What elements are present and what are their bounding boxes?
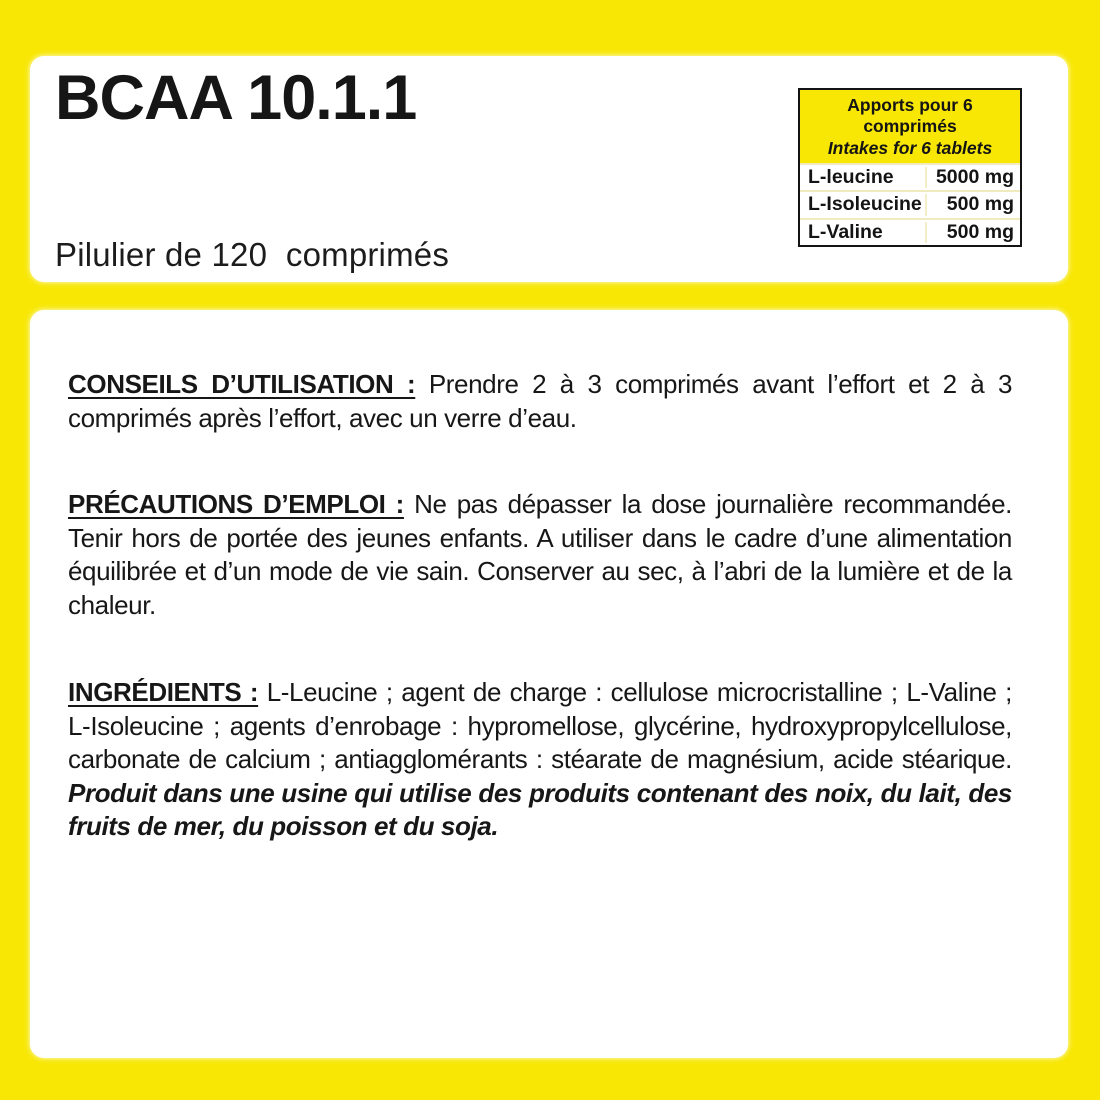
table-row — [800, 190, 1020, 217]
nutrient-value: 5000 mg — [935, 166, 1014, 189]
section-usage — [68, 368, 1012, 435]
nutrition-table-title-en: Intakes for 6 tablets — [827, 137, 993, 158]
product-title: BCAA 10.1.1 — [55, 63, 417, 133]
ingredients-heading: INGRÉDIENTS : — [68, 677, 259, 707]
nutrition-facts-table — [798, 88, 1022, 247]
nutrition-table-title-fr: Apports pour 6 comprimés — [847, 95, 973, 137]
allergen-note: Produit dans une usine qui utilise des produits contenant des noix, du lait, des fruits de mer, du poisson et du soja. — [68, 777, 1012, 841]
table-row — [800, 163, 1020, 190]
section-precautions — [68, 488, 1012, 622]
nutrient-name: L-leucine — [808, 167, 927, 188]
precautions-text: Ne pas dépasser la dose journalière recommandée. Tenir hors de portée des jeunes enfants. A utiliser dans le cadre d’une alimentation équilibrée et d’un mode de vie sain. Conserver au sec, à l’abri de la lumière et de la chaleur. — [68, 489, 1012, 620]
nutrient-value: 500 mg — [946, 193, 1014, 216]
product-subtitle: Pilulier de 120 comprimés — [55, 236, 450, 273]
table-row — [800, 218, 1020, 245]
ingredients-text: L-Leucine ; agent de charge : cellulose microcristalline ; L-Valine ; L-Isoleucine ; agents d’enrobage : hypromellose, glycérine, hydroxypropylcellulose, carbonate de calcium ; antiagglomérants : stéarate de magnésium, acide stéarique. — [68, 677, 1012, 774]
usage-heading: CONSEILS D’UTILISATION : — [68, 369, 416, 399]
section-ingredients — [68, 676, 1012, 844]
label-body-panel — [30, 310, 1068, 1058]
nutrient-value: 500 mg — [946, 220, 1014, 243]
nutrient-name: L-Valine — [808, 222, 927, 243]
precautions-heading: PRÉCAUTIONS D’EMPLOI : — [68, 489, 404, 519]
label-header-panel — [30, 56, 1068, 282]
usage-text: Prendre 2 à 3 comprimés avant l’effort et 2 à 3 comprimés après l’effort, avec un verre d’eau. — [68, 369, 1013, 433]
nutrient-name: L-Isoleucine — [808, 194, 927, 215]
nutrition-table-header — [800, 90, 1020, 163]
